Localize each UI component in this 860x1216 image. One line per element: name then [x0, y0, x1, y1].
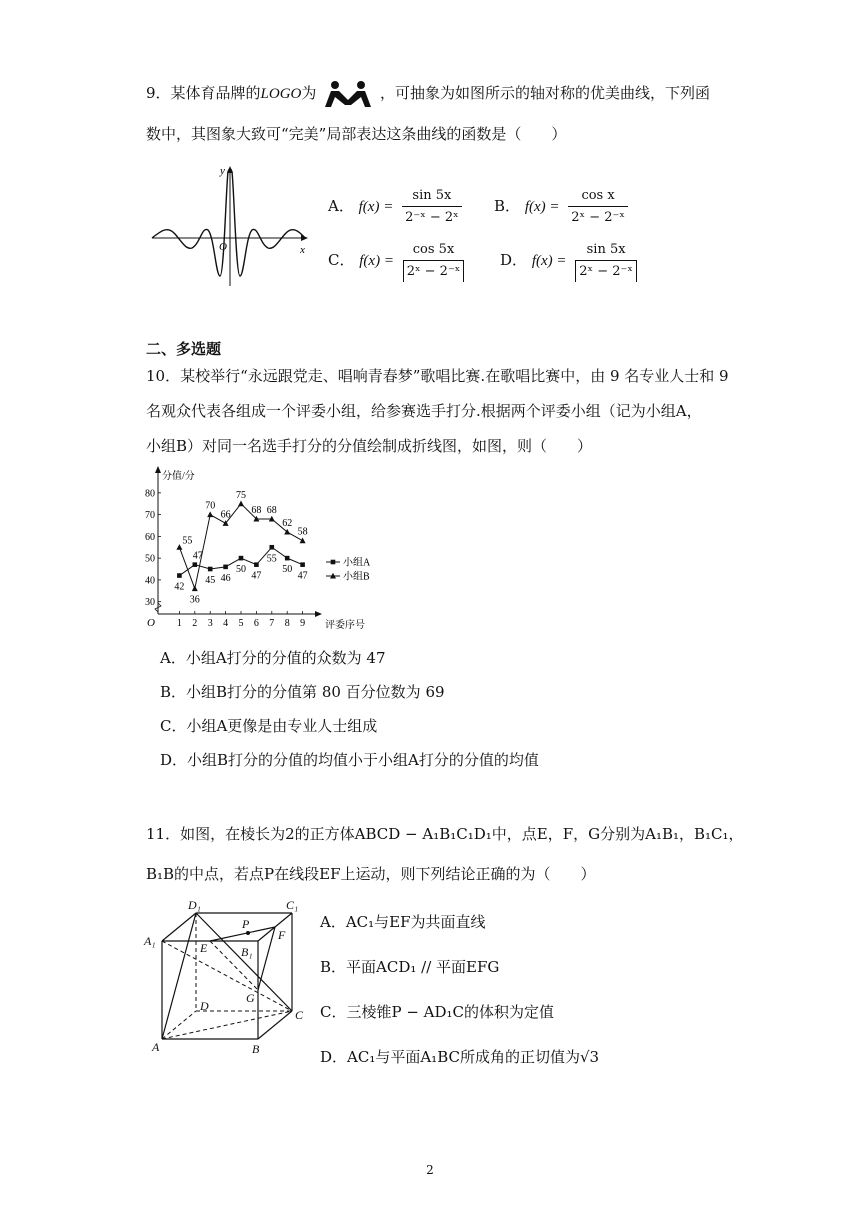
- data-point-a: [239, 556, 244, 561]
- y-axis-label: 分值/分: [162, 471, 195, 482]
- data-label: 55: [266, 553, 277, 565]
- data-label: 70: [205, 500, 216, 512]
- cube-diagram: [140, 896, 315, 1058]
- data-label: 36: [189, 594, 200, 606]
- data-label: 47: [251, 570, 262, 582]
- q10-option-d[interactable]: D．小组B打分的分值的均值小于小组A打分的分值的均值: [160, 751, 539, 769]
- q10-option-a[interactable]: A．小组A打分的分值的众数为 47: [160, 649, 386, 667]
- x-tick-label: 1: [176, 618, 182, 629]
- data-point-a: [254, 562, 259, 567]
- q9-line1: 9．某体育品牌的LOGO为 ，可抽象为如图所示的轴对称的优美曲线，下列函: [146, 80, 710, 108]
- legend-label: 小组B: [343, 571, 370, 583]
- svg-text:C: C: [295, 1008, 304, 1022]
- q11-line2: B₁B的中点，若点P在线段EF上运动，则下列结论正确的为（ ）: [146, 865, 596, 883]
- x-tick-label: 4: [223, 618, 229, 629]
- svg-text:A₁: A₁: [144, 934, 156, 948]
- y-axis-arrow: [155, 466, 161, 473]
- data-label: 66: [220, 509, 231, 521]
- graph-x-label: x: [300, 244, 305, 256]
- data-point-b: [207, 511, 213, 517]
- x-tick-label: 6: [253, 618, 259, 629]
- x-axis-arrow: [315, 611, 322, 617]
- x-tick-label: 3: [207, 618, 213, 629]
- svg-text:B₁: B₁: [241, 945, 253, 959]
- data-label: 55: [182, 535, 193, 547]
- data-label: 50: [236, 564, 246, 576]
- q10-option-c[interactable]: C．小组A更像是由专业人士组成: [160, 717, 378, 735]
- q11-option-b[interactable]: B．平面ACD₁ // 平面EFG: [320, 958, 500, 976]
- svg-text:G: G: [246, 991, 255, 1005]
- data-point-b: [192, 585, 198, 591]
- x-tick-label: 7: [269, 618, 275, 629]
- data-label: 45: [205, 575, 216, 587]
- q11-option-a[interactable]: A．AC₁与EF为共面直线: [320, 913, 486, 931]
- section-title: 二、多选题: [146, 340, 222, 358]
- q9-curve-graph: [150, 158, 315, 288]
- data-label: 50: [282, 564, 293, 576]
- data-point-a: [300, 562, 305, 567]
- data-label: 68: [251, 504, 262, 516]
- x-tick-label: 8: [284, 618, 290, 629]
- q11-line1: 11．如图，在棱长为2的正方体ABCD − A₁B₁C₁D₁中，点E，F，G分别为A₁B₁，B₁C₁，: [146, 825, 744, 843]
- page-number: 2: [426, 1163, 434, 1177]
- q10-line1: 10．某校举行“永远跟党走、唱响青春梦”歌唱比赛.在歌唱比赛中，由 9 名专业人士和 9: [146, 367, 729, 385]
- data-label: 47: [192, 550, 203, 562]
- q11-option-d[interactable]: D．AC₁与平面A₁BC所成角的正切值为√3: [320, 1048, 600, 1066]
- data-point-a: [208, 567, 213, 572]
- data-label: 75: [236, 489, 246, 501]
- q11-option-c[interactable]: C．三棱锥P − AD₁C的体积为定值: [320, 1003, 555, 1021]
- svg-text:F: F: [278, 928, 286, 942]
- data-label: 62: [282, 518, 293, 530]
- y-tick-label: 60: [145, 531, 155, 543]
- data-label: 42: [174, 581, 185, 593]
- svg-text:C₁: C₁: [286, 898, 299, 912]
- series-line-b: [179, 504, 302, 589]
- svg-text:D: D: [200, 999, 209, 1013]
- data-point-b: [238, 501, 244, 507]
- logo-word: LOGO: [260, 86, 302, 102]
- q9-line2: 数中，其图象大致可“完美”局部表达这条曲线的函数是（ ）: [146, 125, 567, 143]
- y-tick-label: 80: [145, 488, 155, 500]
- data-point-a: [223, 565, 228, 570]
- q9-option-d[interactable]: D． f(x) = $\frac{\sin 5x}{\text{2ˣ − 2⁻ˣ}}$: [500, 240, 637, 282]
- score-line-chart: [140, 462, 380, 637]
- q9-option-a[interactable]: A． f(x) = $\frac{\sin 5x}{\text{2⁻ˣ − 2ˣ}}$: [328, 186, 462, 228]
- x-tick-label: 2: [192, 618, 198, 629]
- svg-text:P: P: [242, 917, 250, 931]
- data-point-a: [193, 562, 198, 567]
- data-label: 46: [220, 572, 231, 584]
- svg-text:A: A: [152, 1040, 160, 1054]
- kappa-logo-icon: [321, 80, 375, 108]
- graph-origin-label: O: [219, 241, 227, 253]
- svg-text:B: B: [252, 1042, 260, 1056]
- legend-label: 小组A: [343, 557, 371, 569]
- x-axis-label: 评委序号: [325, 620, 365, 631]
- q9-option-b[interactable]: B． f(x) = $\frac{\text{cos x}}{\text{2ˣ − 2⁻ˣ}}$: [494, 186, 628, 228]
- q9-option-c[interactable]: C． f(x) = $\frac{\cos 5x}{\text{2ˣ − 2⁻ˣ}}$: [328, 240, 464, 282]
- x-tick-label: 5: [238, 618, 244, 629]
- data-point-a: [270, 545, 275, 550]
- y-tick-label: 40: [145, 575, 155, 587]
- data-label: 58: [297, 526, 308, 538]
- y-tick-label: 50: [145, 553, 155, 565]
- data-label: 47: [297, 570, 308, 582]
- q10-option-b[interactable]: B．小组B打分的分值第 80 百分位数为 69: [160, 683, 445, 701]
- svg-text:D₁: D₁: [188, 898, 201, 912]
- x-tick-label: 9: [300, 618, 306, 629]
- data-point-a: [177, 573, 182, 578]
- y-tick-label: 30: [145, 597, 155, 609]
- q10-line2: 名观众代表各组成一个评委小组，给参赛选手打分.根据两个评委小组（记为小组A，: [146, 402, 702, 420]
- graph-y-label: y: [220, 165, 225, 177]
- y-tick-label: 70: [145, 510, 155, 522]
- data-label: 68: [266, 504, 277, 516]
- q10-line3: 小组B）对同一名选手打分的分值绘制成折线图，如图，则（ ）: [146, 437, 593, 455]
- origin-label: O: [147, 617, 155, 629]
- legend-marker: [331, 560, 336, 565]
- data-point-b: [300, 538, 306, 544]
- data-point-a: [285, 556, 290, 561]
- svg-text:E: E: [200, 941, 208, 955]
